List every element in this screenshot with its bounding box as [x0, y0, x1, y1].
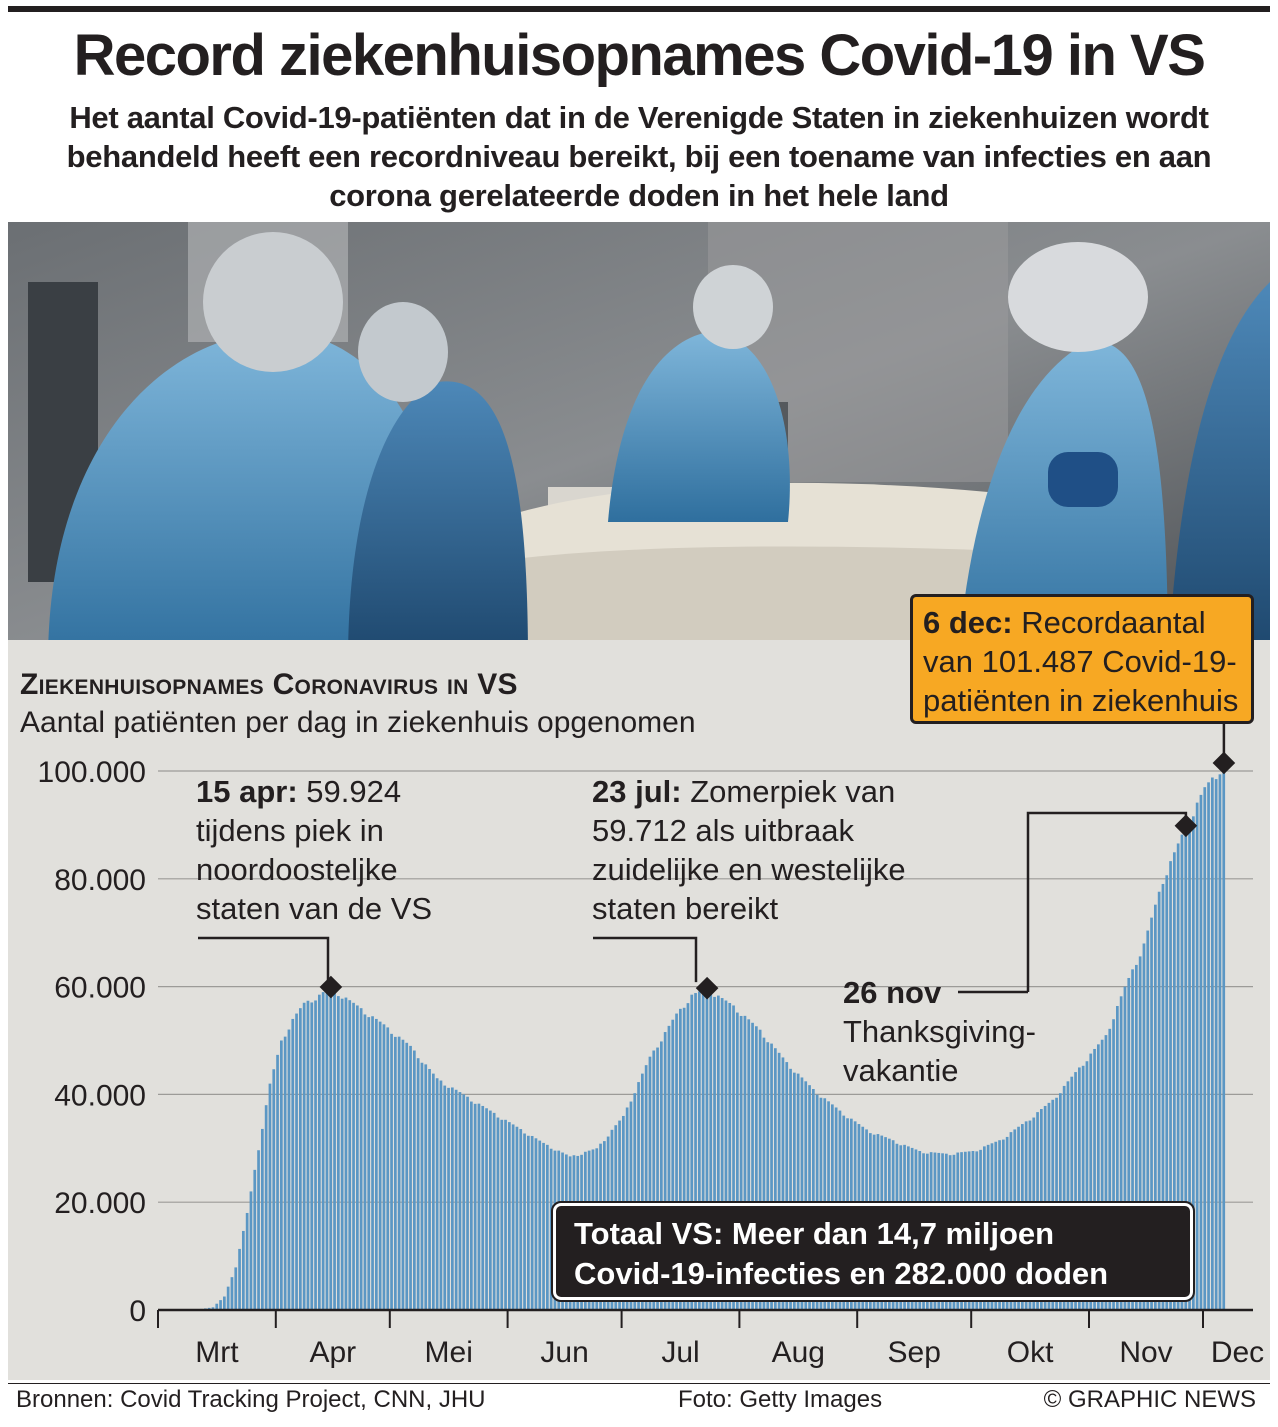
footer [0, 1384, 1278, 1427]
bar [443, 1086, 446, 1310]
bar [413, 1051, 416, 1310]
bar [1211, 777, 1214, 1310]
annotation-jul-date: 23 jul: [592, 774, 682, 809]
bar [371, 1016, 374, 1310]
bar [421, 1063, 424, 1310]
x-month-label: Jul [661, 1336, 700, 1369]
bar [402, 1040, 405, 1310]
bar [1200, 795, 1203, 1310]
page-title: Record ziekenhuisopnames Covid-19 in VS [73, 23, 1205, 88]
bar [383, 1024, 386, 1310]
bar [519, 1129, 522, 1310]
top-rule [8, 6, 1270, 12]
bar [516, 1127, 519, 1310]
bar [535, 1138, 538, 1310]
bar [299, 1008, 302, 1310]
bar [246, 1213, 249, 1310]
bar [542, 1143, 545, 1310]
bar [523, 1134, 526, 1310]
bar [310, 1002, 313, 1310]
bar [288, 1030, 291, 1310]
annotation-apr-value: 59.924 [297, 774, 402, 809]
bar [318, 995, 321, 1310]
annotation-nov [843, 973, 1036, 1090]
bar [261, 1129, 264, 1310]
x-month-label: Dec [1210, 1336, 1265, 1369]
bar [462, 1094, 465, 1310]
bar [466, 1097, 469, 1310]
annotation-apr-line2: tijdens piek in [196, 813, 384, 848]
bar [234, 1267, 237, 1310]
bar [272, 1069, 275, 1310]
bar [295, 1014, 298, 1310]
bar [337, 996, 340, 1310]
bar [409, 1046, 412, 1310]
total-line1: Totaal VS: Meer dan 14,7 miljoen [574, 1216, 1055, 1251]
x-month-label: Mrt [195, 1336, 239, 1369]
bar [489, 1111, 492, 1310]
bar [405, 1043, 408, 1310]
bar [459, 1092, 462, 1310]
bar [276, 1055, 279, 1310]
bar [231, 1277, 234, 1310]
bar [269, 1084, 272, 1310]
x-month-label: Nov [1119, 1336, 1173, 1369]
bar [455, 1090, 458, 1310]
bar [478, 1104, 481, 1310]
bar [485, 1108, 488, 1310]
bar [428, 1069, 431, 1310]
bar [284, 1037, 287, 1310]
bar [512, 1124, 515, 1310]
x-month-label: Mei [424, 1336, 473, 1369]
bar [546, 1145, 549, 1310]
bar [508, 1122, 511, 1310]
annotation-apr-line4: staten van de VS [196, 891, 433, 926]
bar [303, 1003, 306, 1310]
annotation-nov-line3: vakantie [843, 1053, 959, 1088]
bar [345, 998, 348, 1310]
bar [307, 1001, 310, 1310]
bar [257, 1150, 260, 1310]
annotation-apr [196, 772, 432, 928]
bar [364, 1014, 367, 1310]
footer-sources: Bronnen: Covid Tracking Project, CNN, JHU [16, 1386, 486, 1413]
annotation-jul-line2: 59.712 als uitbraak [592, 813, 854, 848]
y-tick-label: 100.000 [37, 756, 146, 789]
record-callout-date: 6 dec: [923, 605, 1013, 640]
bar [348, 1000, 351, 1310]
x-month-label: Okt [1006, 1336, 1054, 1369]
bar [341, 999, 344, 1310]
total-box [553, 1203, 1193, 1300]
bar [386, 1027, 389, 1310]
y-tick-label: 20.000 [54, 1187, 146, 1221]
x-month-label: Apr [309, 1336, 357, 1369]
bar [1203, 787, 1206, 1310]
bar [497, 1118, 500, 1310]
bar [527, 1136, 530, 1310]
leader-line-apr [198, 938, 328, 981]
annotation-apr-date: 15 apr: [196, 774, 298, 809]
record-callout [910, 594, 1254, 724]
page-subtitle: Het aantal Covid-19-patiënten dat in de Verenigde Staten in ziekenhuizen wordt behandeld heeft een recordniveau bereikt, bij een toename van infecties en aan corona gerelateerde doden in het hele land [66, 100, 1212, 213]
bar [291, 1019, 294, 1310]
annotation-apr-line3: noordoosteljke [196, 852, 398, 887]
bar [390, 1034, 393, 1310]
bar [1207, 782, 1210, 1310]
bar [481, 1106, 484, 1310]
bar [432, 1074, 435, 1310]
bar [451, 1087, 454, 1310]
bar [356, 1005, 359, 1310]
bar [394, 1037, 397, 1310]
bar [447, 1088, 450, 1310]
bar [223, 1297, 226, 1310]
annotation-jul-line4: staten bereikt [592, 891, 779, 926]
x-month-label: Jun [540, 1336, 589, 1369]
bar [500, 1120, 503, 1310]
bar [227, 1287, 230, 1310]
bar [250, 1191, 253, 1310]
bar [1222, 763, 1225, 1310]
record-callout-line1: Recordaantal [1012, 605, 1206, 640]
bar [375, 1019, 378, 1310]
annotation-jul-line3: zuidelijke en westelijke [592, 852, 906, 887]
bar [398, 1037, 401, 1310]
y-tick-label: 60.000 [54, 971, 146, 1005]
bar [424, 1064, 427, 1310]
bar [1196, 803, 1199, 1310]
bar [333, 990, 336, 1310]
bar [265, 1105, 268, 1310]
bar [1219, 774, 1222, 1310]
bar [352, 1003, 355, 1310]
annotation-nov-line2: Thanksgiving- [843, 1014, 1036, 1049]
total-line2: Covid-19-infecties en 282.000 doden [574, 1256, 1109, 1291]
bar [470, 1102, 473, 1310]
bar [329, 987, 332, 1310]
y-tick-label: 0 [129, 1295, 146, 1328]
leader-line-jul [593, 938, 696, 982]
x-month-label: Sep [887, 1336, 941, 1369]
bar [504, 1120, 507, 1310]
bar [474, 1104, 477, 1310]
bar [280, 1041, 283, 1311]
bar [360, 1008, 363, 1310]
bar [326, 990, 329, 1310]
annotation-jul [592, 772, 906, 928]
footer-copyright: © GRAPHIC NEWS [1043, 1386, 1256, 1413]
record-callout-line3: patiënten in ziekenhuis [923, 683, 1239, 718]
bar [379, 1022, 382, 1310]
bar [436, 1078, 439, 1310]
bar [322, 992, 325, 1310]
footer-photo-credit: Foto: Getty Images [678, 1386, 883, 1413]
chart-title: Ziekenhuisopnames Coronavirus in VS [20, 668, 518, 701]
annotation-jul-value: Zomerpiek van [681, 774, 896, 809]
annotation-nov-date: 26 nov [843, 975, 942, 1010]
bar [314, 1000, 317, 1310]
bar [242, 1231, 245, 1310]
record-callout-line2: van 101.487 Covid-19- [923, 644, 1237, 679]
y-tick-label: 40.000 [54, 1079, 146, 1113]
bar [493, 1113, 496, 1310]
bar [219, 1300, 222, 1310]
bar [417, 1058, 420, 1310]
bar [1215, 779, 1218, 1310]
bar [538, 1141, 541, 1310]
x-month-label: Aug [771, 1336, 825, 1369]
bar [531, 1136, 534, 1310]
bar [253, 1170, 256, 1310]
bar [367, 1017, 370, 1310]
y-tick-label: 80.000 [54, 863, 146, 897]
chart-subtitle: Aantal patiënten per dag in ziekenhuis opgenomen [20, 706, 696, 739]
bar [440, 1081, 443, 1310]
bar [238, 1249, 241, 1310]
